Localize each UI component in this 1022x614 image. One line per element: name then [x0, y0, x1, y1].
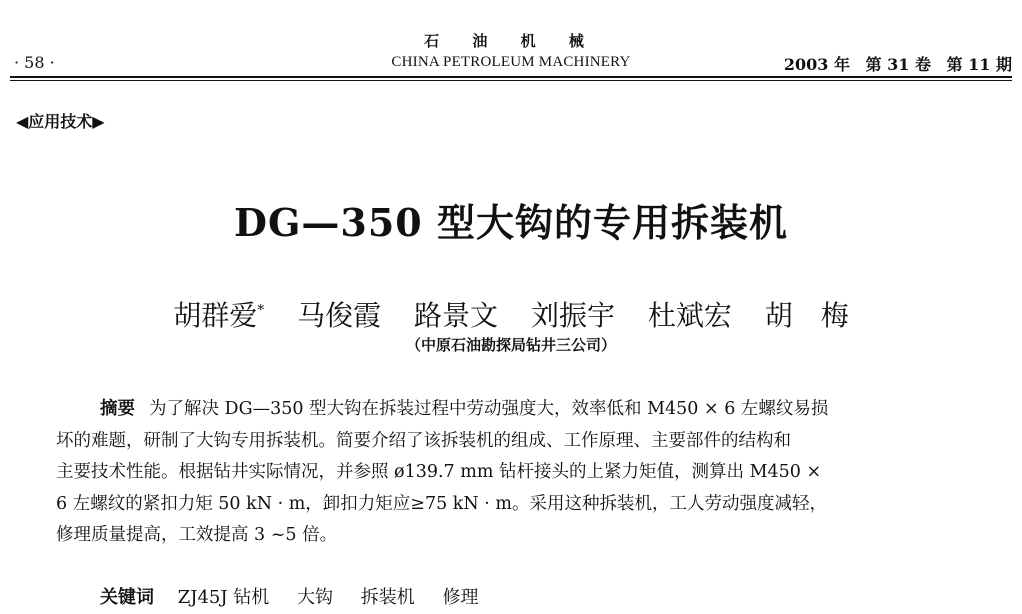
issue-year: 2003 年 — [783, 55, 850, 74]
header-rule-thick — [10, 76, 1012, 78]
author-list — [0, 294, 1022, 334]
page-number: · 58 · — [14, 53, 55, 72]
keyword-2: 大钩 — [297, 587, 334, 608]
author-3: 路景文 — [414, 299, 499, 332]
abstract-line-2: 坏的难题，研制了大钩专用拆装机。简要介绍了该拆装机的组成、工作原理、主要部件的结构和 — [56, 430, 791, 451]
abstract-line-4: 6 左螺纹的紧扣力矩 50 kN · m，卸扣力矩应≥75 kN · m。采用这种拆装机，工人劳动强度减轻， — [56, 493, 827, 514]
section-tag: ◀应用技术▶ — [16, 112, 105, 131]
author-4: 刘振宇 — [530, 299, 615, 332]
paper-title: DG—350 型大钩的专用拆装机 — [234, 200, 788, 245]
abstract — [56, 394, 976, 552]
issue-info — [774, 52, 1012, 75]
author-6: 胡 梅 — [764, 299, 849, 332]
abstract-label: 摘要 — [100, 399, 135, 419]
keywords-label: 关键词 — [100, 587, 154, 608]
journal-name-cn: 石 油 机 械 — [424, 32, 598, 50]
keywords — [100, 583, 501, 609]
abstract-line-1 — [56, 394, 976, 426]
issue-number: 第 11 期 — [946, 55, 1012, 74]
keyword-4: 修理 — [442, 587, 479, 608]
author-2: 马俊霞 — [297, 299, 382, 332]
author-5: 杜斌宏 — [647, 299, 732, 332]
abstract-line-5: 修理质量提高，工效提高 3 ~5 倍。 — [56, 525, 338, 545]
issue-volume: 第 31 卷 — [865, 55, 931, 74]
abstract-text-1: 为了解决 DG—350 型大钩在拆装过程中劳动强度大，效率低和 M450 × 6 左螺纹易损 — [149, 399, 829, 419]
affiliation: （中原石油勘探局钻井三公司） — [405, 336, 616, 354]
corresponding-author-mark: * — [257, 302, 265, 319]
header-rule-thin — [10, 80, 1012, 81]
author-1-name: 胡群爱 — [173, 299, 258, 332]
author-1 — [173, 299, 264, 332]
page-header — [0, 0, 1022, 84]
abstract-line-3: 主要技术性能。根据钻井实际情况，并参照 ø139.7 mm 钻杆接头的上紧力矩值，测算出 M450 × — [56, 462, 822, 482]
journal-name-en: CHINA PETROLEUM MACHINERY — [391, 54, 631, 70]
keyword-1: ZJ45J 钻机 — [177, 587, 270, 608]
keyword-3: 拆装机 — [360, 587, 415, 608]
